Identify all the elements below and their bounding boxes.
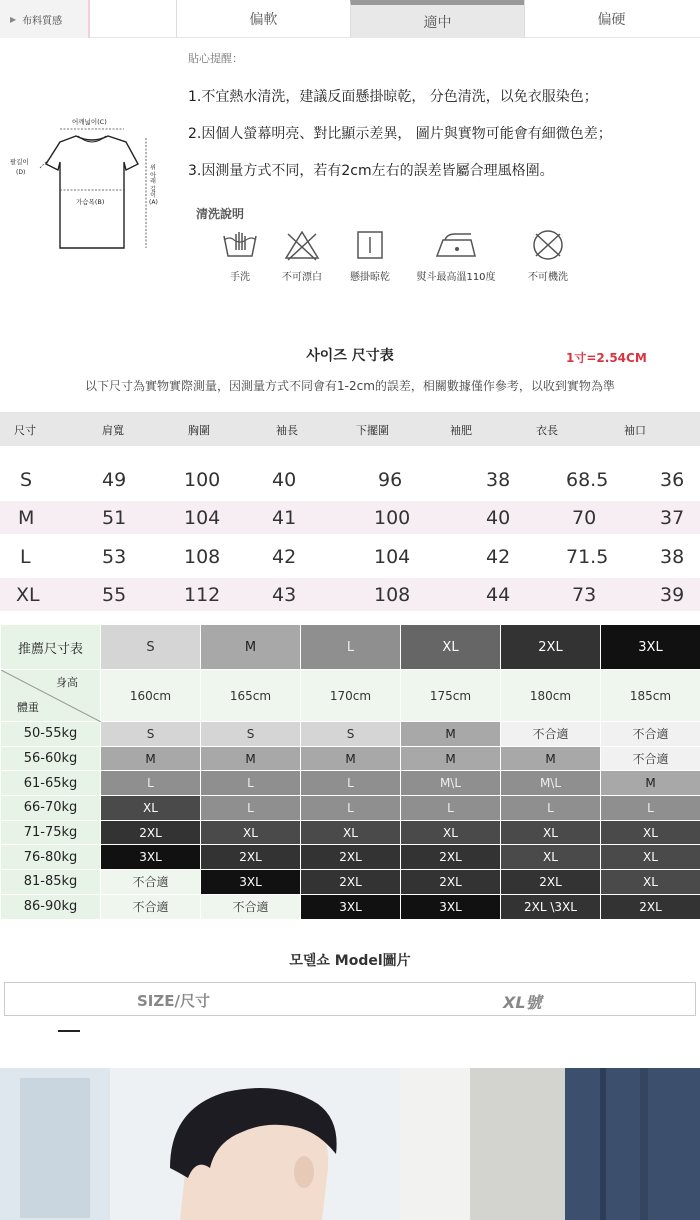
- iron-item: 熨斗最高溫110度: [416, 228, 496, 283]
- no-machine-wash-item: 不可機洗: [508, 228, 588, 283]
- fabric-label: ▶ 布料質感: [0, 0, 90, 38]
- no-bleach-icon: [282, 228, 322, 262]
- divider: [58, 1030, 80, 1032]
- hang-dry-item: 懸掛晾乾: [330, 228, 410, 283]
- svg-text:(A): (A): [149, 199, 158, 206]
- recommend-title: 推薦尺寸表: [1, 625, 101, 670]
- size-header-m: M: [201, 625, 301, 670]
- model-size-label: SIZE/尺寸: [137, 992, 210, 1010]
- fabric-option-soft: 偏軟: [176, 0, 350, 38]
- tip-1: 1.不宜熱水清洗，建議反面懸掛晾乾， 分色清洗，以免衣服染色；: [188, 89, 598, 105]
- iron-icon: [431, 228, 481, 262]
- tips-title: 貼心提醒：: [188, 52, 243, 65]
- sleeve-label: 팔길이: [10, 158, 29, 166]
- size-header-l: L: [301, 625, 401, 670]
- size-row-xl: XL 55 112 43 108 44 73 39: [0, 578, 700, 611]
- hand-wash-item: 手洗: [200, 228, 280, 283]
- table-row: 81-85kg 不合適 3XL 2XL 2XL 2XL XL: [1, 870, 700, 895]
- triangle-right-icon: ▶: [10, 14, 17, 24]
- no-machine-wash-icon: [528, 228, 568, 262]
- model-photo: [0, 1068, 700, 1220]
- size-header-3xl: 3XL: [601, 625, 700, 670]
- size-row-m: M 51 104 41 100 40 70 37: [0, 501, 700, 534]
- size-chart-title: 사이즈 尺寸表: [306, 348, 394, 364]
- tip-2: 2.因個人螢幕明亮、對比顯示差異， 圖片與實物可能會有細微色差；: [188, 126, 612, 142]
- inch-conversion-note: 1寸=2.54CM: [566, 351, 647, 365]
- wash-instructions-title: 清洗說明: [196, 207, 245, 221]
- size-header-s: S: [101, 625, 201, 670]
- recommended-size-table: 推薦尺寸表 S M L XL 2XL 3XL 身高 體重 160cm 165cm 170cm 175cm 180cm 185cm 50-55kg S S S M 不合適 不合適 56-60kg M M M M M 不合適 61-65kg L L L M\L M\L M 66-70kg XL L L L L L 71-75kg 2XL XL XL XL XL XL 76-80kg 3XL 2XL 2XL 2XL XL XL 81-85kg 不合適 3XL 2XL 2XL 2XL XL 86-90kg 不合適 不合適 3XL 3XL 2XL \3XL 2XL: [0, 624, 700, 920]
- table-row: 50-55kg S S S M 不合適 不合適: [1, 722, 700, 747]
- hand-wash-icon: [220, 228, 260, 262]
- model-section-title: 모델쇼 Model圖片: [289, 953, 411, 969]
- height-weight-corner: 身高 體重: [1, 670, 101, 722]
- table-row: 61-65kg L L L M\L M\L M: [1, 771, 700, 796]
- no-bleach-item: 不可漂白: [262, 228, 342, 283]
- table-row: 71-75kg 2XL XL XL XL XL XL: [1, 820, 700, 845]
- size-row-s: S 49 100 40 96 38 68.5 36: [20, 469, 685, 491]
- chest-label: 가슴폭(B): [76, 198, 105, 206]
- svg-text:(D): (D): [16, 169, 26, 176]
- table-row: 66-70kg XL L L L L L: [1, 796, 700, 821]
- size-chart-header: 尺寸 肩寬 胸圍 袖長 下擺圍 袖肥 衣長 袖口: [0, 412, 700, 446]
- size-row-l: L 53 108 42 104 42 71.5 38: [20, 546, 685, 568]
- tshirt-measurement-diagram: [8, 112, 168, 262]
- model-size-value: XL號: [503, 993, 542, 1012]
- hang-dry-icon: [350, 228, 390, 262]
- table-row: 86-90kg 不合適 不合適 3XL 3XL 2XL \3XL 2XL: [1, 894, 700, 919]
- length-label: 위 아래 길이: [148, 164, 156, 198]
- size-chart-description: 以下尺寸為實物實際測量，因測量方式不同會有1-2cm的誤差，相關數據僅作參考，以收到實物為準: [85, 379, 615, 393]
- fabric-texture-row: [0, 0, 700, 38]
- tip-3: 3.因測量方式不同，若有2cm左右的誤差皆屬合理風格圍。: [188, 163, 554, 179]
- model-size-bar: [4, 982, 696, 1016]
- fabric-option-medium: 適中: [350, 0, 524, 38]
- diagonal-line-icon: [1, 670, 101, 722]
- fabric-option-hard: 偏硬: [524, 0, 698, 38]
- shoulder-label: 어깨넓이(C): [72, 118, 107, 126]
- size-header-xl: XL: [401, 625, 501, 670]
- size-header-2xl: 2XL: [501, 625, 601, 670]
- table-row: 56-60kg M M M M M 不合適: [1, 746, 700, 771]
- table-row: 76-80kg 3XL 2XL 2XL 2XL XL XL: [1, 845, 700, 870]
